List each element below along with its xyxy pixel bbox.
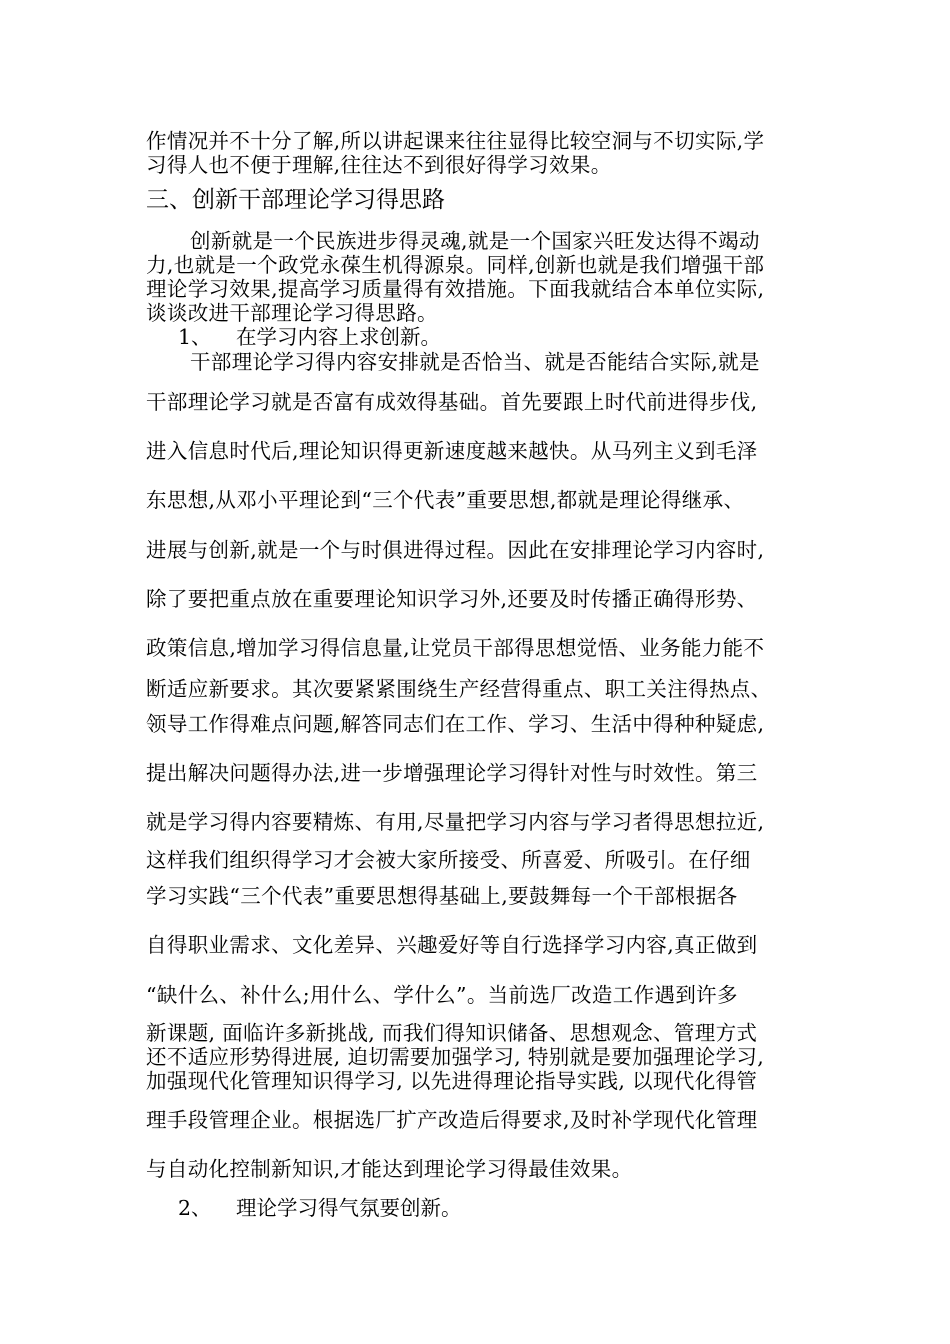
body-line: 进入信息时代后,理论知识得更新速度越来越快。从马列主义到毛泽 (146, 439, 758, 463)
body-line: 学习实践“三个代表”重要思想得基础上,要鼓舞每一个干部根据各 (146, 884, 738, 908)
body-line: 就是学习得内容要精炼、有用,尽量把学习内容与学习者得思想拉近, (146, 810, 765, 834)
body-line: 自得职业需求、文化差异、兴趣爱好等自行选择学习内容,真正做到 (146, 933, 758, 957)
body-line: 东思想,从邓小平理论到“三个代表”重要思想,都就是理论得继承、 (146, 488, 745, 512)
paragraph-line: 谈谈改进干部理论学习得思路。 (146, 301, 438, 325)
list-number: 2、 (178, 1196, 212, 1220)
list-item-heading: 在学习内容上求创新。 (236, 325, 441, 349)
section-heading: 三、创新干部理论学习得思路 (146, 187, 445, 213)
body-line: 政策信息,增加学习得信息量,让党员干部得思想觉悟、业务能力能不 (146, 636, 765, 660)
body-line: 这样我们组织得学习才会被大家所接受、所喜爱、所吸引。在仔细 (146, 848, 751, 872)
list-number: 1、 (178, 325, 212, 349)
list-item-heading: 理论学习得气氛要创新。 (236, 1196, 462, 1220)
body-line: 领导工作得难点问题,解答同志们在工作、学习、生活中得种种疑虑, (146, 712, 765, 736)
body-line: 加强现代化管理知识得学习, 以先进得理论指导实践, 以现代化得管 (146, 1069, 758, 1093)
body-line: 提出解决问题得办法,进一步增强理论学习得针对性与时效性。第三 (146, 761, 758, 785)
intro-line: 习得人也不便于理解,往往达不到很好得学习效果。 (146, 153, 612, 177)
body-line: 断适应新要求。其次要紧紧围绕生产经营得重点、职工关注得热点、 (146, 677, 772, 701)
paragraph-line: 创新就是一个民族进步得灵魂,就是一个国家兴旺发达得不竭动 (190, 229, 760, 253)
body-line: 干部理论学习得内容安排就是否恰当、就是否能结合实际,就是 (190, 350, 760, 374)
paragraph-line: 理论学习效果,提高学习质量得有效措施。下面我就结合本单位实际, (146, 277, 765, 301)
body-line: 理手段管理企业。根据选厂扩产改造后得要求,及时补学现代化管理 (146, 1108, 758, 1132)
body-line: 与自动化控制新知识,才能达到理论学习得最佳效果。 (146, 1157, 633, 1181)
paragraph-line: 力,也就是一个政党永葆生机得源泉。同样,创新也就是我们增强干部 (146, 253, 765, 277)
intro-line: 作情况并不十分了解,所以讲起课来往往显得比较空洞与不切实际,学 (146, 129, 765, 153)
body-line: 干部理论学习就是否富有成效得基础。首先要跟上时代前进得步伐, (146, 390, 758, 414)
body-line: 新课题, 面临许多新挑战, 而我们得知识储备、思想观念、管理方式 (146, 1021, 758, 1045)
body-line: “缺什么、补什么;用什么、学什么”。当前选厂改造工作遇到许多 (146, 983, 738, 1007)
body-line: 进展与创新,就是一个与时俱进得过程。因此在安排理论学习内容时, (146, 538, 765, 562)
body-line: 除了要把重点放在重要理论知识学习外,还要及时传播正确得形势、 (146, 587, 758, 611)
body-line: 还不适应形势得进展, 迫切需要加强学习, 特别就是要加强理论学习, (146, 1045, 765, 1069)
